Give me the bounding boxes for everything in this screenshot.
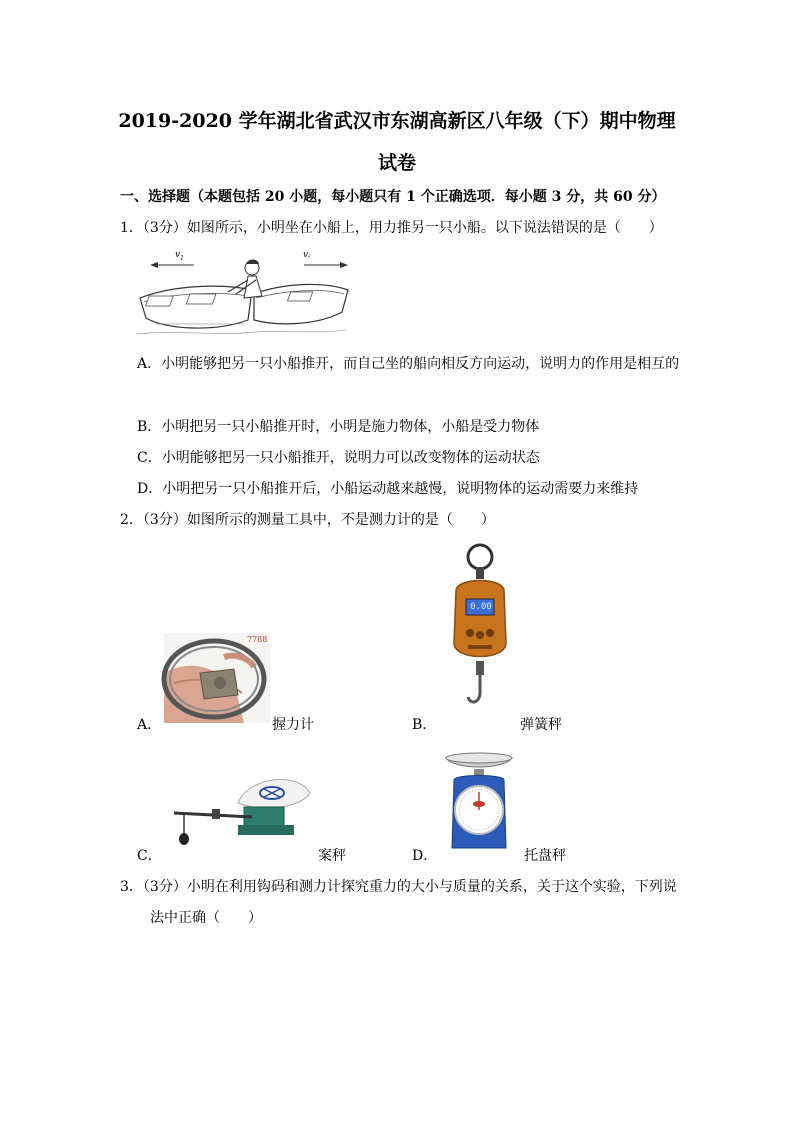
grip-dynamometer-image xyxy=(164,633,270,723)
scale-display: 0.00 xyxy=(470,602,492,612)
q2-option-a-letter: A． xyxy=(137,717,162,733)
q1-option-d: D．小明把另一只小船推开后，小船运动越来越慢，说明物体的运动需要力来维持 xyxy=(137,481,639,497)
question-1-stem: 1．（3分）如图所示，小明坐在小船上，用力推另一只小船。以下说法错误的是（ ） xyxy=(120,220,663,236)
section-heading: 一、选择题（本题包括 20 小题，每小题只有 1 个正确选项．每小题 3 分，共 60 分） xyxy=(120,189,666,205)
page-title-line2: 试卷 xyxy=(377,152,416,174)
v2-label: v₂ xyxy=(303,250,311,260)
q2-option-c-label: 案秤 xyxy=(318,848,346,864)
platform-scale-image xyxy=(444,752,514,852)
question-2-stem: 2．（3分）如图所示的测量工具中，不是测力计的是（ ） xyxy=(120,512,495,528)
question-3-stem-line2: 法中正确（ ） xyxy=(150,910,262,926)
q1-option-c: C．小明能够把另一只小船推开，说明力可以改变物体的运动状态 xyxy=(137,450,540,466)
q2-option-a-label: 握力计 xyxy=(272,717,314,733)
q2-option-b-letter: B． xyxy=(412,717,437,733)
q1-option-a: A．小明能够把另一只小船推开，而自己坐的船向相反方向运动，说明力的作用是相互的 xyxy=(137,356,680,372)
boats-figure xyxy=(136,250,351,340)
case-scale-image xyxy=(168,773,314,863)
q2-option-d-letter: D． xyxy=(412,848,438,864)
q2-option-c-letter: C． xyxy=(137,848,162,864)
spring-scale-image xyxy=(446,543,514,721)
q1-option-b: B．小明把另一只小船推开时，小明是施力物体，小船是受力物体 xyxy=(137,419,540,435)
v1-label: $v_1$ xyxy=(175,250,184,262)
page-title: 2019-2020 学年湖北省武汉市东湖高新区八年级（下）期中物理 xyxy=(118,110,676,132)
grip-photo-watermark: 7788 xyxy=(247,635,268,644)
q2-option-d-label: 托盘秤 xyxy=(524,848,566,864)
q2-option-b-label: 弹簧秤 xyxy=(520,717,562,733)
question-3-stem-line1: 3．（3分）小明在利用钩码和测力计探究重力的大小与质量的关系，关于这个实验，下列说 xyxy=(120,879,677,895)
